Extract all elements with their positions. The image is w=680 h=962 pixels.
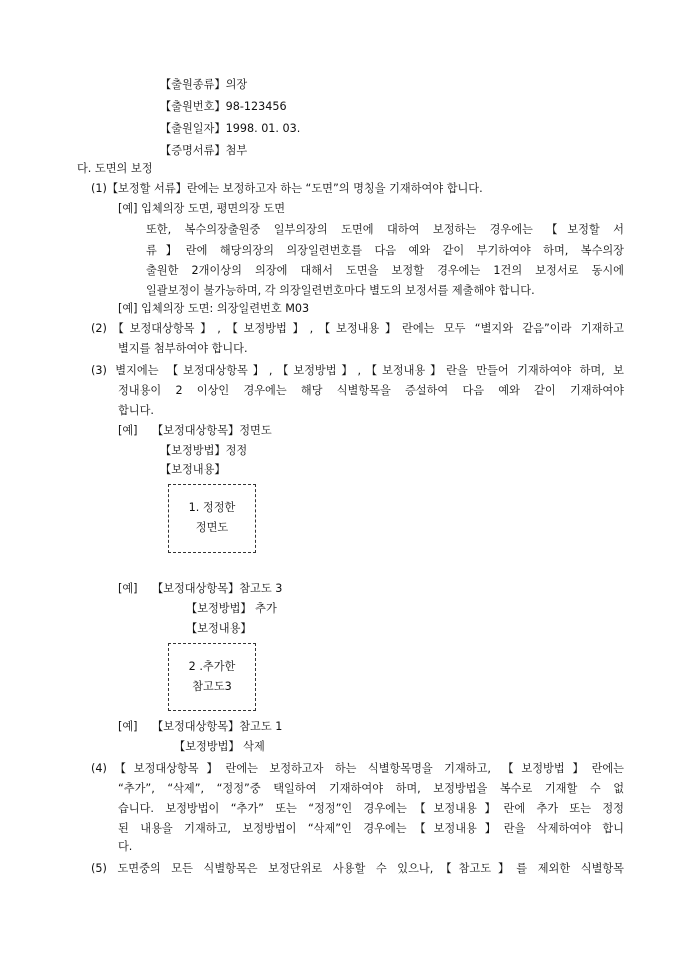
example-c-tag: [예]	[118, 720, 138, 733]
item-2-line: 별지를 첨부하여야 합니다.	[118, 342, 248, 355]
item-4-line: “추가”, “삭제”, “정정”중 택일하여 기재하여야 하며, 보정방법을 복수로 기재할 수 없	[118, 782, 624, 795]
example-c-method: 【보정방법】 삭제	[174, 740, 265, 753]
item-1-example: [예] 입체의장 도면, 평면의장 도면	[118, 202, 286, 215]
example-a-content: 【보정내용】	[160, 463, 226, 476]
example-c-target: 【보정대상항목】참고도 1	[152, 720, 283, 733]
example-b-figure-box	[168, 643, 256, 711]
example-b-tag: [예]	[118, 582, 138, 595]
example-a-tag: [예]	[118, 424, 138, 437]
example-b-box-line: 참고도3	[192, 680, 232, 693]
header-application-date: 【출원일자】1998. 01. 03.	[160, 122, 301, 135]
item-4-line: (4)【보정대상항목】란에는 보정하고자 하는 식별항목명을 기재하고, 【보정방법】란에는	[91, 762, 624, 775]
item-4-line: 다.	[118, 840, 133, 853]
example-a-figure-box	[168, 484, 256, 553]
item-5-line: (5) 도면중의 모든 식별항목은 보정단위로 사용할 수 있으나,【참고도】를 제외한 식별항목	[91, 862, 624, 875]
item-3-line: (3) 별지에는 【보정대상항목】,【보정방법】,【보정내용】란을 만들어 기재하여야 하며, 보	[91, 364, 624, 377]
item-1-paragraph-line: 류】란에 해당의장의 의장일련번호를 다음 예와 같이 부기하여야 하며, 복수의장	[146, 244, 624, 257]
example-a-target: 【보정대상항목】정면도	[152, 424, 272, 437]
item-3-line: 합니다.	[118, 404, 154, 417]
item-1-paragraph-line: 또한, 복수의장출원중 일부의장의 도면에 대하여 보정하는 경우에는 【보정할 서	[146, 223, 624, 236]
example-b-box-line: 2 .추가한	[188, 660, 236, 673]
section-title: 다. 도면의 보정	[77, 162, 153, 175]
header-application-type: 【출원종류】의장	[160, 78, 248, 91]
example-a-box-line: 1. 정정한	[188, 501, 236, 514]
item-1: (1)【보정할 서류】란에는 보정하고자 하는 “도면”의 명칭을 기재하여야 합니다.	[91, 182, 483, 195]
item-2-line: (2)【보정대상항목】,【보정방법】,【보정내용】란에는 모두 “별지와 같음”이라 기재하고	[91, 322, 624, 335]
header-certificate: 【증명서류】첨부	[160, 144, 248, 157]
example-b-content: 【보정내용】	[186, 622, 252, 635]
example-b-method: 【보정방법】 추가	[186, 602, 277, 615]
item-1-paragraph-line: 출원한 2개이상의 의장에 대해서 도면을 보정할 경우에는 1건의 보정서로 동시에	[146, 264, 624, 277]
header-application-number: 【출원번호】98-123456	[160, 100, 287, 113]
example-b-target: 【보정대상항목】참고도 3	[152, 582, 283, 595]
item-4-line: 된 내용을 기재하고, 보정방법이 “삭제”인 경우에는【보정내용】란을 삭제하여야 합니	[118, 822, 624, 835]
item-3-line: 정내용이 2 이상인 경우에는 해당 식별항목을 증설하여 다음 예와 같이 기재하여야	[118, 384, 624, 397]
example-a-method: 【보정방법】정정	[160, 444, 248, 457]
item-4-line: 습니다. 보정방법이 “추가” 또는 “정정”인 경우에는【보정내용】란에 추가 또는 정정	[118, 802, 624, 815]
item-1-paragraph-line: 일괄보정이 불가능하며, 각 의장일련번호마다 별도의 보정서를 제출해야 합니다.	[146, 284, 535, 297]
example-a-box-line: 정면도	[195, 521, 229, 534]
item-1-example-2: [예] 입체의장 도면: 의장일련번호 M03	[118, 302, 310, 315]
